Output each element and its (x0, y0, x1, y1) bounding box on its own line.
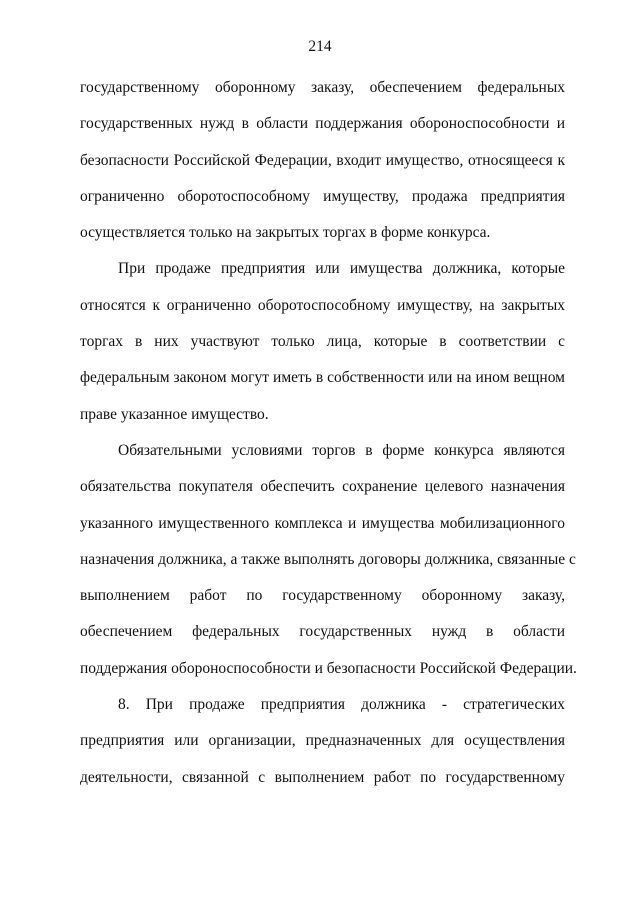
page-number: 214 (308, 38, 332, 55)
text-line: относятся к ограниченно оборотоспособному имуществу, на закрытых (80, 296, 565, 314)
text-line: государственных нужд в области поддержания обороноспособности и (80, 115, 565, 133)
text-line: 8. При продаже предприятия должника - стратегических (118, 696, 565, 714)
text-line: выполнением работ по государственному оборонному заказу, (80, 587, 565, 605)
text-line: поддержания обороноспособности и безопасности Российской Федерации. (80, 659, 577, 677)
text-line: предприятия или организации, предназначенных для осуществления (80, 732, 565, 750)
body-text (80, 73, 577, 799)
text-line: ограниченно оборотоспособному имуществу, продажа предприятия (80, 187, 565, 205)
text-line: При продаже предприятия или имущества должника, которые (118, 260, 565, 278)
text-line: федеральным законом могут иметь в собственности или на ином вещном (80, 369, 565, 387)
text-line: Обязательными условиями торгов в форме конкурса являются (118, 441, 565, 459)
text-line: назначения должника, а также выполнять договоры должника, связанные с (80, 550, 576, 568)
text-line: обеспечением федеральных государственных нужд в области (80, 623, 565, 641)
text-line: безопасности Российской Федерации, входит имущество, относящееся к (80, 151, 565, 169)
text-line: торгах в них участвуют только лица, которые в соответствии с (80, 333, 565, 351)
text-line: осуществляется только на закрытых торгах в форме конкурса. (80, 224, 491, 242)
text-line: указанного имущественного комплекса и имущества мобилизационного (80, 514, 565, 532)
text-line: государственному оборонному заказу, обеспечением федеральных (80, 79, 565, 96)
text-line: обязательства покупателя обеспечить сохранение целевого назначения (80, 478, 565, 496)
text-line: праве указанное имущество. (80, 405, 269, 423)
text-line: деятельности, связанной с выполнением работ по государственному (80, 768, 565, 786)
